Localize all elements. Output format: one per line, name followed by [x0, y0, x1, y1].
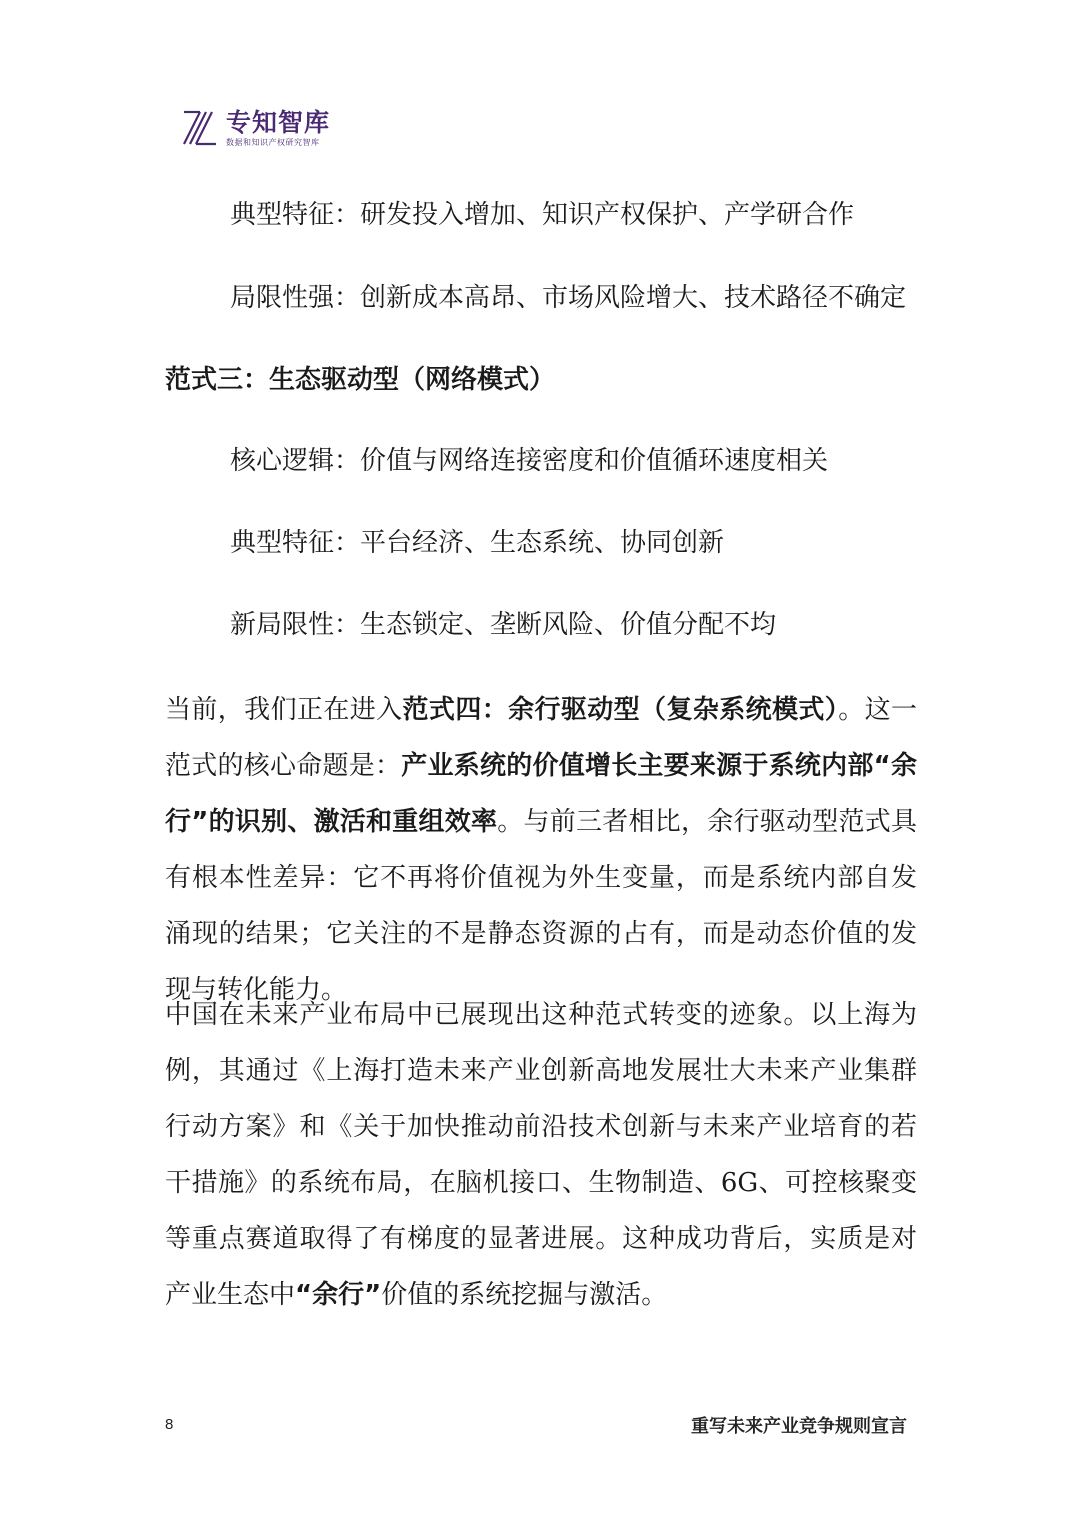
para1-bold-1: 范式四：余行驱动型（复杂系统模式）	[402, 695, 839, 725]
body-line-limitations-2: 局限性强：创新成本高昂、市场风险增大、技术路径不确定	[230, 283, 907, 313]
para2-text-2: 价值的系统挖掘与激活。	[381, 1280, 668, 1310]
page-number: 8	[165, 1416, 174, 1433]
para2-text-1: 中国在未来产业布局中已展现出这种范式转变的迹象。以上海为例，其通过《上海打造未来产业创新高地发展壮大未来产业集群行动方案》和《关于加快推动前沿技术创新与未来产业培育的若干措施》的系统布局，在脑机接口、生物制造、6G、可控核聚变等重点赛道取得了有梯度的显著进展。这种成功背后，实质是对产业生态中	[165, 1000, 917, 1310]
body-line-typical-features-3: 典型特征：平台经济、生态系统、协同创新	[230, 528, 725, 558]
body-line-limitations-3: 新局限性：生态锁定、垄断风险、价值分配不均	[230, 610, 777, 640]
zl-logo-icon	[180, 108, 220, 148]
logo-name: 专知智库	[226, 108, 331, 137]
para2-bold-1: “余行”	[295, 1280, 382, 1310]
paragraph-china-example	[165, 987, 917, 1323]
paragraph-paradigm-four	[165, 682, 917, 1018]
brand-logo	[180, 108, 330, 152]
body-line-typical-features-2: 典型特征：研发投入增加、知识产权保护、产学研合作	[230, 200, 855, 230]
para1-text-1: 当前，我们正在进入	[165, 695, 403, 725]
logo-subtitle: 数据和知识产权研究智库	[226, 138, 320, 147]
body-line-core-logic-3: 核心逻辑：价值与网络连接密度和价值循环速度相关	[230, 446, 829, 476]
para1-text-2: 。这一范式的核心命题是：	[165, 695, 917, 781]
section-heading-paradigm-3: 范式三：生态驱动型（网络模式）	[165, 365, 556, 395]
para1-bold-2: 产业系统的价值增长主要来源于系统内部“余行”的识别、激活和重组效率	[165, 751, 917, 837]
footer-doc-title: 重写未来产业竞争规则宣言	[691, 1416, 907, 1437]
para1-text-3: 。与前三者相比，余行驱动型范式具有根本性差异：它不再将价值视为外生变量，而是系统内部自发涌现的结果；它关注的不是静态资源的占有，而是动态价值的发现与转化能力。	[165, 807, 917, 1005]
